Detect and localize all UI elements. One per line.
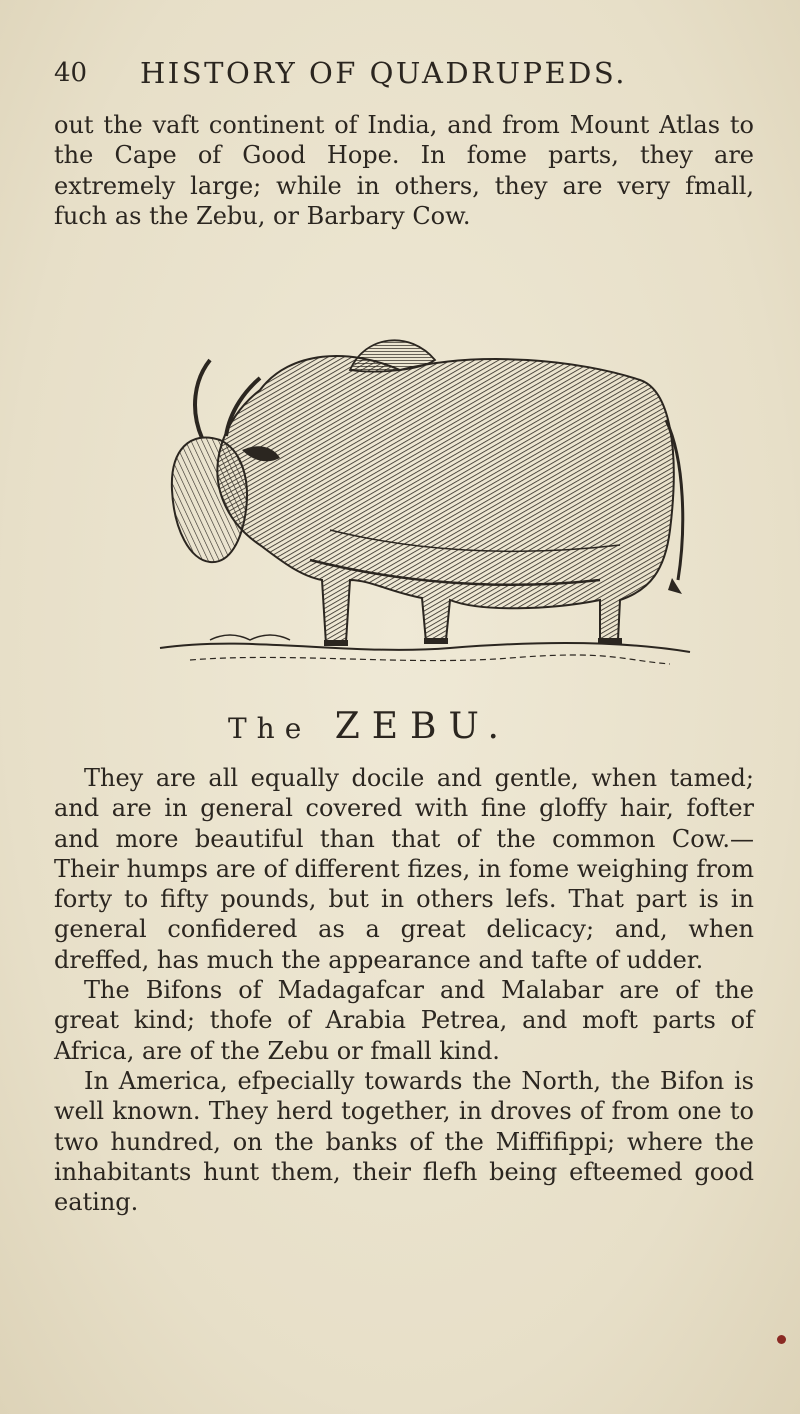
caption-name: ZEBU. <box>334 706 511 747</box>
caption-the: The <box>228 712 312 745</box>
page-number: 40 <box>54 58 88 88</box>
zebu-illustration <box>150 330 695 690</box>
paragraph: In America, efpecially towards the North, the Bifon is well known. They herd together, in droves of from one to two hundred, on the banks of the Miffifippi; where the inhabitants hunt them, their flefh being efteemed good eating. <box>54 1066 754 1217</box>
running-head: HISTORY OF QUADRUPEDS. <box>140 56 627 90</box>
illustration-caption <box>228 706 628 747</box>
intro-paragraph: out the vaft continent of India, and from Mount Atlas to the Cape of Good Hope. In fome parts, they are extremely large; while in others, they are very fmall, fuch as the Zebu, or Barbary Cow. <box>54 111 754 230</box>
paragraph: They are all equally docile and gentle, when tamed; and are in general covered with fine gloffy hair, fofter and more beautiful than that of the common Cow.— Their humps are of different fizes, in fome weighing from forty to fifty pounds, but in others lefs. That part is in general confidered as a great delicacy; and, when dreffed, has much the appearance and tafte of udder. <box>54 764 754 974</box>
page-header <box>54 52 754 96</box>
intro-paragraph-block <box>54 110 754 231</box>
paragraph: The Bifons of Madagafcar and Malabar are of the great kind; thofe of Arabia Petrea, and moft parts of Africa, are of the Zebu or fmall kind. <box>54 976 754 1065</box>
zebu-engraving-icon <box>150 330 695 690</box>
body-text <box>54 763 754 1217</box>
ink-spot <box>777 1335 786 1344</box>
